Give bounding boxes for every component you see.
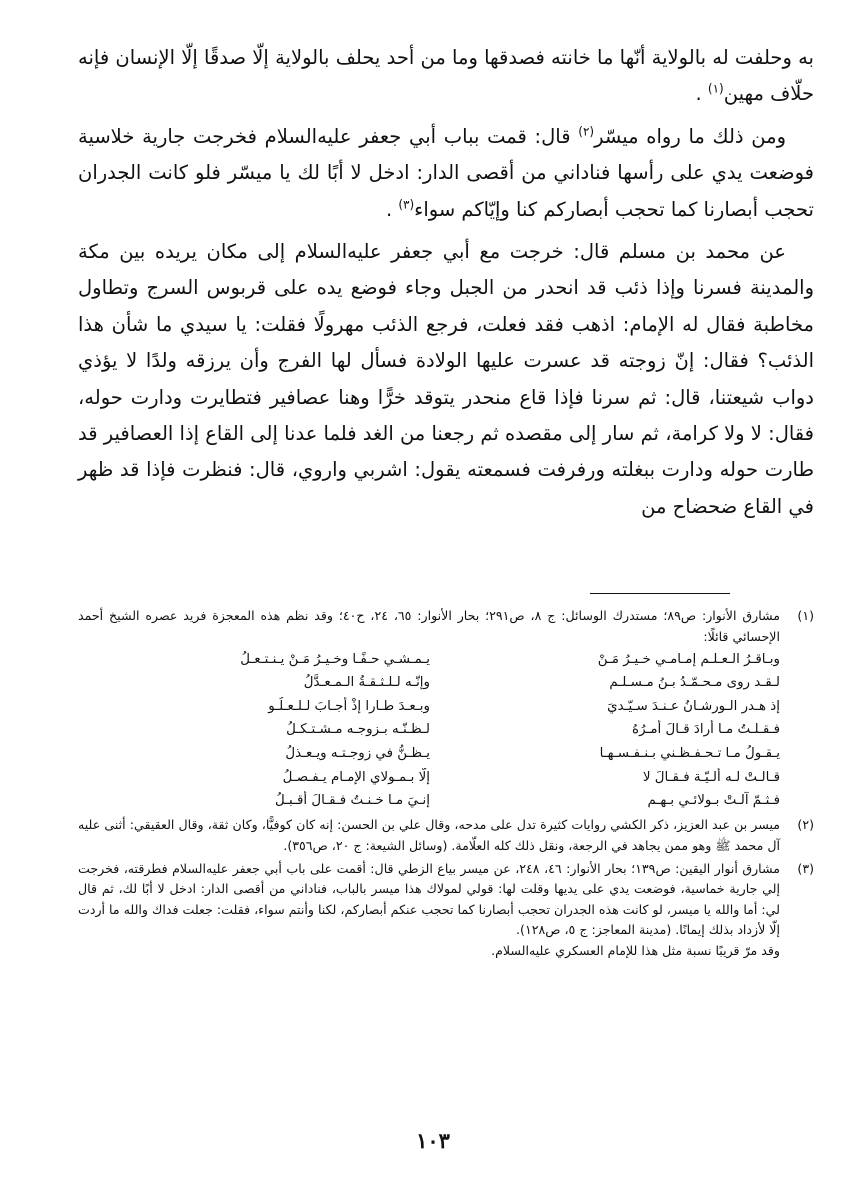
main-text-block [78, 40, 814, 525]
footnote-3-body [78, 859, 780, 962]
poem-hemistich-first: قـالـتْ لـه ألـيّـة فـقـالَ لا [642, 769, 780, 785]
paragraph-2-text-b: قال: قمت بباب أبي جعفر عليه‌السلام فخرجت جارية خلاسية فوضعت يدي على رأسها فناداني من أقصى الدار: ادخل لا أبًا لك يا ميسّر فلو كانت الجدران تحجب أبصارنا كما تحجب أبصاركم كنا وإيّاكم سواء [78, 124, 814, 221]
poem-hemistich-first: وبـاقـرُ الـعـلـم إمـامـي خـيـرُ مَـنْ [597, 651, 780, 667]
poem-hemistich-second: إلّا بـمـولاي الإمـام يـفـصـلُ [282, 769, 430, 785]
footnote-ref-2[interactable]: (٢) [578, 124, 595, 139]
footnote-ref-3[interactable]: (٣) [398, 197, 415, 212]
poem-hemistich-first: لـقـد روى مـحـمّـدُ بـنُ مـسـلـم [609, 675, 780, 691]
poem-line [78, 719, 780, 743]
poem-line [78, 648, 780, 672]
body-text [78, 40, 814, 525]
footnotes [78, 606, 814, 964]
footnote-1 [78, 606, 814, 813]
poem-line [78, 743, 780, 767]
poem-hemistich-second: يـمـشـي حـفًـا وخـيـرُ مَـنْ يـنـتـعـلُ [240, 651, 430, 667]
footnote-3 [78, 859, 814, 962]
footnote-ref-1[interactable]: (١) [707, 81, 724, 96]
poem-hemistich-second: لـظـنّـه بـزوجـه مـشـتـكـلُ [286, 722, 430, 738]
footnote-3-text: مشارق أنوار اليقين: ص١٣٩؛ بحار الأنوار: ٤٦، ٢٤٨، عن ميسر بياع الزطي قال: أقمت على باب أبي جعفر عليه‌السلام فطرقته، فخرجت إلي جارية خماسية، فوضعت يدي على يديها وقلت لها: قولي لمولاك هذا ميسر بالباب، فناداني من أقصى الدار: ادخل لا أبًا لك، ثم قال لي: أما والله يا ميسر، لو كانت هذه الجدران تحجب أبصارنا كما تحجب عنكم أبصاركم، لكنا وأنتم سواء، فقلت: جعلت فداك والله ما أردت إلّا لأزداد بذلك إيمانًا. (مدينة المعاجز: ج ٥، ص١٢٨). [78, 860, 780, 938]
poem-hemistich-first: إذ هـدر الـورشـانُ عـنـدَ سـيّـديَ [607, 698, 780, 714]
paragraph-1-end: . [695, 82, 702, 106]
poem-line [78, 672, 780, 696]
footnote-separator [590, 593, 730, 594]
footnote-3-number: (٣) [797, 860, 814, 876]
paragraph-3: عن محمد بن مسلم قال: خرجت مع أبي جعفر عليه‌السلام إلى مكان يريده بين مكة والمدينة فسرنا وإذا ذئب قد انحدر من الجبل وجاء فوضع يده على قربوس السرج وتطاول مخاطبة فقال له الإمام: اذهب فقد فعلت، فرجع الذئب مهرولًا فقلت: يا سيدي ما شأن هذا الذئب؟ فقال: إنّ زوجته قد عسرت عليها الولادة فسأل لها الفرج وأن يرزقه ولدًا لا يؤذي دواب شيعتنا، قال: ثم سرنا فإذا قاع منحدر يتوقد خرًّا وهنا عصافير فتطايرت ودارت حوله، فقال: لا ولا كرامة، ثم سار إلى مقصده ثم رجعنا من الغد فلما عدنا إلى القاع إذا العصافير قد طارت حوله ودارت ببغلته ورفرفت فسمعته يقول: اشربي واروي، قال: فنظرت فإذا قد ظهر في القاع ضحضاح من [78, 240, 814, 518]
paragraph-2 [78, 119, 814, 228]
footnote-1-text: مشارق الأنوار: ص٨٩؛ مستدرك الوسائل: ج ٨، ص٢٩١؛ بحار الأنوار: ٦٥، ٢٤، ح٤٠؛ وقد نظم هذه المعجزة فريد عصره الشيخ أحمد الإحسائي قائلًا: [78, 608, 781, 644]
footnote-2-body [78, 815, 780, 856]
paragraph-1-text: به وحلفت له بالولاية أنّها ما خانته فصدقها وما من أحد يحلف بالولاية إلّا صدقًا إلّا الإنسان فإنه حلّاف مهين [78, 46, 814, 106]
poem-hemistich-second: وبـعـدَ طـارا إذْ أجـابَ لـلـعـلُـو [268, 698, 430, 714]
poem-line [78, 695, 780, 719]
poem [78, 648, 780, 813]
poem-hemistich-first: فـثـمّ آلـتْ بـولائـي بـهـم [647, 793, 780, 809]
poem-hemistich-first: فـقـلـتُ مـا أرادَ قـالَ أمـرُهُ [632, 722, 780, 738]
poem-hemistich-second: إنـيَ مـا خـنـتُ فـقـالَ أقـبـلُ [274, 793, 430, 809]
poem-line [78, 790, 780, 814]
footnote-2-text: ميسر بن عبد العزيز، ذكر الكشي روايات كثيرة تدل على مدحه، وقال علي بن الحسن: إنه كان كوفيًّا، وكان ثقة، وقال العقيقي: أثنى عليه آل محمد ﷺ وهو ممن يجاهد في الرجعة، ونقل ذلك كله العلّامة. (وسائل الشيعة: ج ٢٠، ص٣٥٦). [78, 817, 780, 853]
paragraph-2-text-a: ومن ذلك ما رواه ميسّر [594, 124, 786, 148]
paragraph-1 [78, 40, 814, 113]
page-number: ١٠٣ [416, 1128, 450, 1153]
footnote-2-number: (٢) [797, 817, 814, 833]
footnote-2 [78, 815, 814, 856]
poem-hemistich-second: يـظـنُّ في زوجـتـه ويـعـذلُ [285, 746, 430, 762]
poem-line [78, 766, 780, 790]
footnote-1-number: (١) [797, 608, 814, 623]
footnote-3-closing: وقد مرّ قريبًا نسبة مثل هذا للإمام العسكري عليه‌السلام. [491, 942, 780, 958]
footnote-1-body [78, 606, 780, 813]
poem-hemistich-first: يـقـولُ مـا تـحـفـظـني بـنـفـسـهـا [599, 746, 780, 762]
paragraph-2-end: . [385, 197, 393, 221]
poem-hemistich-second: وإنّـه لـلـثـقـةُ الـمـعـدَّلُ [303, 675, 430, 691]
